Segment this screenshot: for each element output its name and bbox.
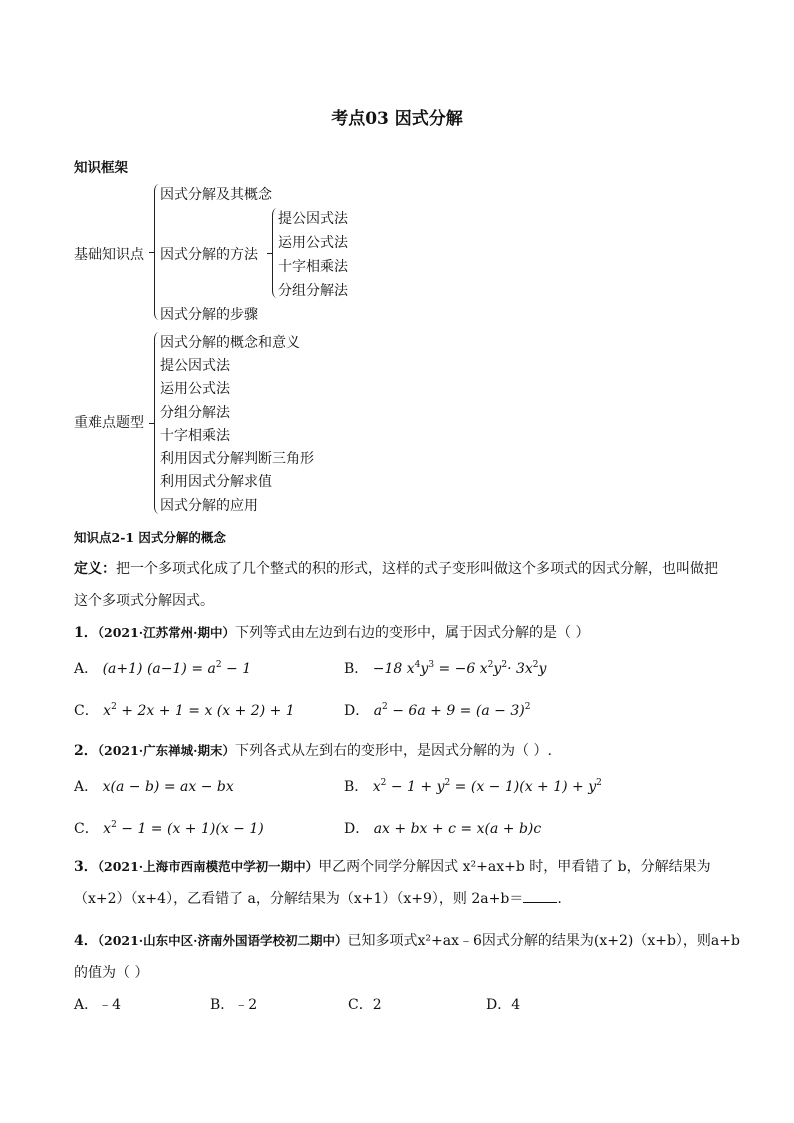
q2-option-a[interactable] xyxy=(74,776,234,796)
q4-number: 4． xyxy=(74,933,98,949)
q2-option-d[interactable] xyxy=(344,818,541,838)
math-expression: $x^2 + 2x + 1 = x$ (x + 2) + 1 xyxy=(103,702,295,719)
q4-text-line1: 已知多项式x²+ax﹣6因式分解的结果为(x+2)（x+b），则a+b xyxy=(347,933,740,949)
key-item: 因式分解的应用 xyxy=(160,498,258,514)
q2-option-c[interactable] xyxy=(74,818,264,838)
q1-source: （2021·江苏常州·期中） xyxy=(97,625,235,640)
basic-item: 因式分解及其概念 xyxy=(160,187,272,203)
q4-option-d[interactable]: D．4 xyxy=(486,997,521,1013)
key-item: 分组分解法 xyxy=(160,405,230,421)
q3-source: （2021·上海市西南模范中学初一期中） xyxy=(97,859,319,874)
definition-text: 把一个多项式化成了几个整式的积的形式，这样的式子变形叫做这个多项式的因式分解，也叫做把 xyxy=(116,561,718,577)
q4-option-a[interactable]: A．﹣4 xyxy=(74,997,122,1013)
q3-text-line1: 甲乙两个同学分解因式 x²+ax+b 时，甲看错了 b，分解结果为 xyxy=(318,859,711,875)
math-expression: −18 $x^4y^3 = -6$ $x^2y^2\cdot 3x^2y$ xyxy=(372,660,547,677)
q4-option-b[interactable]: B．﹣2 xyxy=(210,997,258,1013)
math-expression: x(a − b) = ax − bx xyxy=(102,779,234,795)
q1-option-d[interactable] xyxy=(344,700,530,720)
definition-line2: 这个多项式分解因式。 xyxy=(74,593,214,609)
key-item: 利用因式分解判断三角形 xyxy=(160,451,314,467)
key-item: 因式分解的概念和意义 xyxy=(160,335,300,351)
q2-source: （2021·广东禅城·期末） xyxy=(97,743,235,758)
q1-option-c[interactable] xyxy=(74,700,295,720)
key-item: 利用因式分解求值 xyxy=(160,474,272,490)
option-label: B． xyxy=(344,661,369,677)
option-label: D． xyxy=(344,821,370,837)
math-expression: $x^2 - 1 + y^2 = (x - 1)(x + 1) + y^2$ xyxy=(372,778,602,795)
q3-number: 3． xyxy=(74,859,98,875)
math-expression: (a+1) $(a-1) = a^2 - 1$ xyxy=(102,660,252,677)
q3-period: . xyxy=(557,891,562,907)
question-4 xyxy=(74,930,740,950)
definition-line1 xyxy=(74,558,718,578)
method-item: 十字相乘法 xyxy=(278,259,348,275)
key-item: 提公因式法 xyxy=(160,358,230,374)
method-item: 运用公式法 xyxy=(278,235,348,251)
method-item: 提公因式法 xyxy=(278,211,348,227)
math-expression: ax + bx + c = x(a + b)c xyxy=(373,821,542,837)
option-label: A． xyxy=(74,779,99,795)
basic-brace xyxy=(154,184,159,320)
q1-text: 下列等式由左边到右边的变形中，属于因式分解的是（ ） xyxy=(235,625,590,641)
option-label: A． xyxy=(74,661,99,677)
q2-text: 下列各式从左到右的变形中，是因式分解的为（ ）. xyxy=(235,743,552,759)
q4-source: （2021·山东中区·济南外国语学校初二期中） xyxy=(97,933,348,948)
math-expression: $a^2 - 6a + 9 = (a - 3)^2$ xyxy=(373,702,531,719)
q1-option-a[interactable] xyxy=(74,658,251,678)
definition-label: 定义： xyxy=(74,561,116,577)
key-item: 运用公式法 xyxy=(160,381,230,397)
page-title: 考点03 因式分解 xyxy=(331,109,463,129)
q3-line2 xyxy=(74,888,562,908)
key-item: 十字相乘法 xyxy=(160,428,230,444)
option-label: C． xyxy=(74,703,99,719)
q4-option-c[interactable]: C．2 xyxy=(348,997,382,1013)
q1-number: 1． xyxy=(74,625,98,641)
option-label: D． xyxy=(344,703,370,719)
q1-option-b[interactable] xyxy=(344,658,546,678)
question-2 xyxy=(74,740,552,760)
option-label: C． xyxy=(74,821,99,837)
methods-brace xyxy=(272,208,277,298)
key-label: 重难点题型 xyxy=(74,415,144,431)
answer-blank[interactable] xyxy=(523,890,557,903)
q2-number: 2． xyxy=(74,743,98,759)
q3-text-line2: （x+2）（x+4），乙看错了 a，分解结果为（x+1）（x+9），则 2a+b＝ xyxy=(74,891,524,907)
q2-option-b[interactable] xyxy=(344,776,602,796)
basic-label: 基础知识点 xyxy=(74,247,144,263)
method-item: 分组分解法 xyxy=(278,283,348,299)
basic-item: 因式分解的方法 xyxy=(160,247,258,263)
key-brace xyxy=(154,332,159,514)
basic-item: 因式分解的步骤 xyxy=(160,307,258,323)
question-1 xyxy=(74,622,589,642)
section-heading: 知识点2-1 因式分解的概念 xyxy=(74,530,226,545)
q4-text-line2: 的值为（ ） xyxy=(74,965,149,981)
math-expression: $x^2 - 1 = (x + 1)(x - 1)$ xyxy=(103,820,264,837)
option-label: B． xyxy=(344,779,369,795)
framework-heading: 知识框架 xyxy=(74,160,128,176)
question-3 xyxy=(74,856,711,876)
